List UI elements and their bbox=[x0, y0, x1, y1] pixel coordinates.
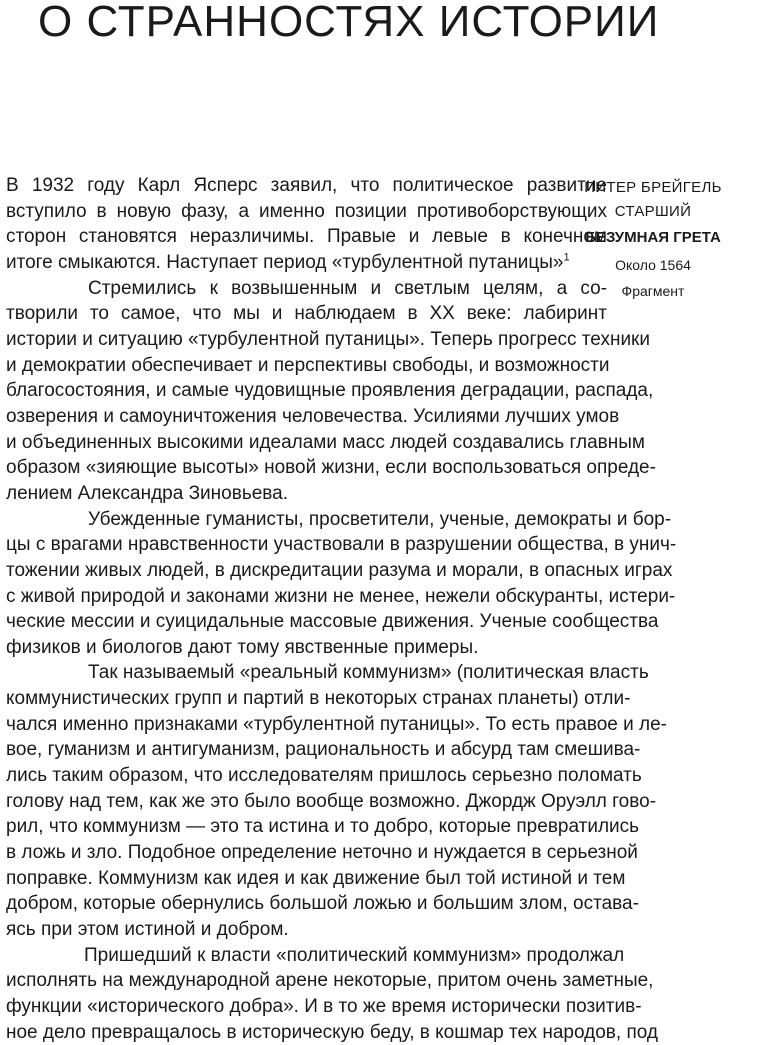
paragraph-line: и объединенных высокими идеалами масс людей создавались главным bbox=[6, 431, 645, 453]
paragraph-line: лением Александра Зиновьева. bbox=[6, 482, 289, 504]
footnote-marker[interactable]: 1 bbox=[563, 251, 570, 264]
paragraph-line: итоге смыкаются. Наступает период «турбулентной путаницы»$^1$ bbox=[6, 251, 570, 273]
paragraph bbox=[6, 943, 658, 1045]
paragraph-line: в ложь и зло. Подобное определение неточно и нуждается в серьезной bbox=[6, 842, 638, 864]
paragraph bbox=[6, 507, 677, 661]
paragraph-line: лись таким образом, что исследователям пришлось серьезно поломать bbox=[6, 765, 642, 787]
caption-artist: ПИТЕР БРЕЙГЕЛЬ СТАРШИЙ bbox=[584, 179, 722, 220]
paragraph-line: В 1932 году Карл Ясперс заявил, что политическое развитие bbox=[6, 175, 607, 196]
paragraph-line: цы с врагами нравственности участвовали в разрушении общества, в унич- bbox=[6, 534, 677, 556]
paragraph-line: Стремились к возвышенным и светлым целям, а со- bbox=[88, 277, 607, 299]
paragraph-line: образом «зияющие высоты» новой жизни, если воспользоваться опреде- bbox=[6, 457, 656, 479]
caption-date: Около 1564 bbox=[615, 257, 691, 273]
paragraph-line: озверения и самоуничтожения человечества. Усилиями лучших умов bbox=[6, 405, 620, 427]
caption-artwork-title: БЕЗУМНАЯ ГРЕТА bbox=[585, 229, 721, 246]
paragraph-line: рил, что коммунизм — это та истина и то добро, которые превратились bbox=[6, 816, 640, 838]
paragraph-line: добром, которые обернулись большой ложью и большим злом, остава- bbox=[6, 893, 639, 915]
paragraph-line: чался именно признаками «турбулентной путаницы». То есть правое и ле- bbox=[6, 713, 667, 735]
paragraph-line: благосостояния, и самые чудовищные проявления деградации, распада, bbox=[6, 380, 654, 402]
paragraph-line: с живой природой и законами жизни не менее, нежели обскуранты, истери- bbox=[6, 585, 676, 607]
paragraph-line: ное дело превращалось в историческую беду, в кошмар тех народов, под bbox=[6, 1021, 658, 1043]
paragraph-line: Пришедший к власти «политический коммунизм» продолжал bbox=[84, 944, 625, 966]
paragraph-line: поправке. Коммунизм как идея и как движение был той истиной и тем bbox=[6, 867, 626, 889]
paragraph-line: вступило в новую фазу, а именно позиции противоборствующих bbox=[6, 200, 607, 222]
paragraph-line: голову над тем, как же это было вообще возможно. Джордж Оруэлл гово- bbox=[6, 790, 657, 812]
paragraph-line: коммунистических групп и партий в некоторых странах планеты) отли- bbox=[6, 688, 631, 710]
caption-note: Фрагмент bbox=[621, 283, 685, 299]
paragraph bbox=[6, 173, 607, 276]
paragraph-line: истории и ситуацию «турбулентной путаницы». Теперь прогресс техники bbox=[6, 328, 650, 350]
paragraph-line: творили то самое, что мы и наблюдаем в XX веке: лабиринт bbox=[6, 303, 607, 325]
paragraph-line: вое, гуманизм и антигуманизм, рациональность и абсурд там смешива- bbox=[6, 739, 641, 761]
paragraph-line: исполнять на международной арене некоторые, притом очень заметные, bbox=[6, 970, 654, 992]
paragraph-line: и демократии обеспечивает и перспективы свободы, и возможности bbox=[6, 354, 610, 376]
paragraph-line: Убежденные гуманисты, просветители, ученые, демократы и бор- bbox=[88, 508, 672, 530]
paragraph-line: функции «исторического добра». И в то же время исторически позитив- bbox=[6, 996, 642, 1017]
paragraph-line: ясь при этом истиной и добром. bbox=[6, 919, 289, 941]
paragraph-line: ческие мессии и суицидальные массовые движения. Ученые сообщества bbox=[6, 611, 659, 633]
paragraph-line: физиков и биологов дают тому явственные примеры. bbox=[6, 636, 479, 658]
paragraph bbox=[6, 660, 667, 942]
page-title: О СТРАННОСТЯХ ИСТОРИИ bbox=[38, 0, 660, 46]
paragraph-line: сторон становятся неразличимы. Правые и левые в конечном bbox=[6, 226, 607, 248]
paragraph-line: Так называемый «реальный коммунизм» (политическая власть bbox=[88, 662, 649, 684]
paragraph-line: тожении живых людей, в дискредитации разума и морали, в опасных играх bbox=[6, 559, 673, 581]
